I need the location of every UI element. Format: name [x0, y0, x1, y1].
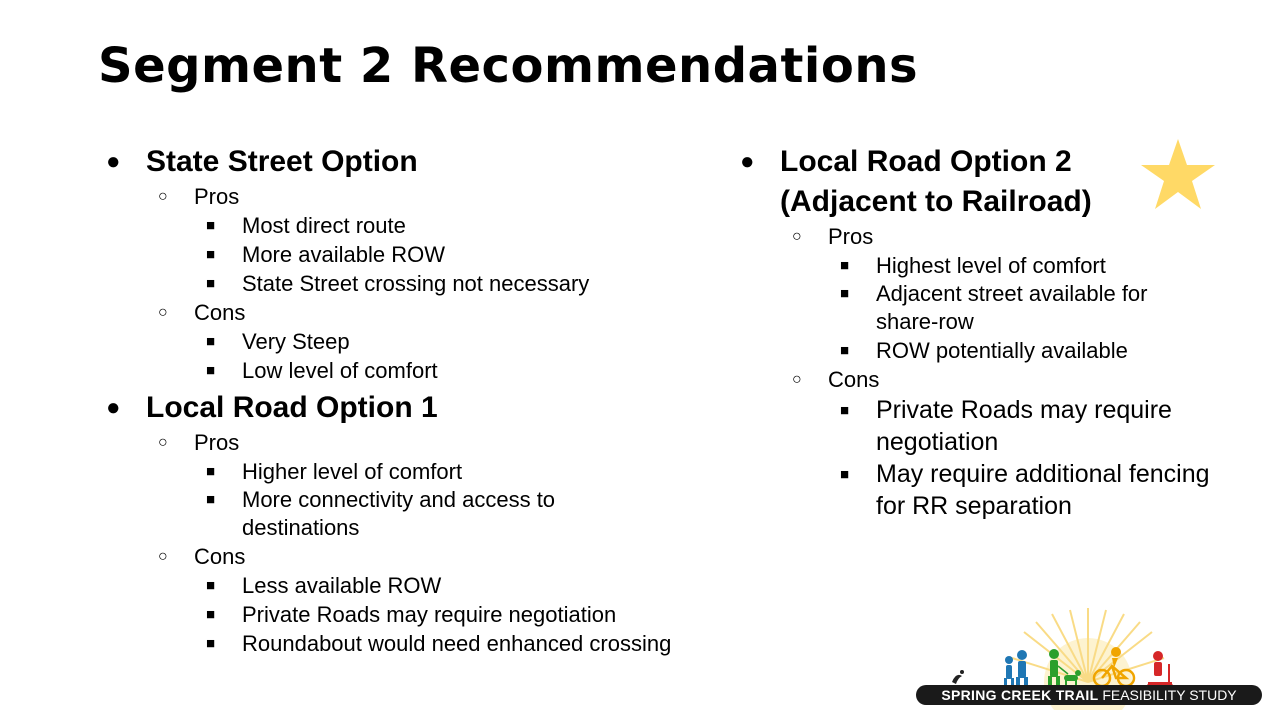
- bullet-square: ■: [840, 257, 850, 274]
- item-text: Most direct route: [242, 213, 406, 238]
- item-text: Low level of comfort: [242, 358, 438, 383]
- label-text: Cons: [828, 367, 880, 392]
- bullet-square: ■: [206, 606, 216, 623]
- bullet-circle: ○: [158, 304, 168, 321]
- star-icon: [1141, 139, 1215, 209]
- item-text: ROW potentially available: [876, 338, 1128, 363]
- bullet-square: ■: [206, 246, 216, 263]
- label-text: Pros: [828, 224, 874, 249]
- bullet-square: ■: [840, 466, 850, 483]
- bullet-square: ■: [206, 333, 216, 350]
- bullet-disc: ●: [106, 394, 121, 421]
- list-item: [740, 280, 1206, 336]
- item-text: More available ROW: [242, 242, 445, 267]
- bullet-square: ■: [840, 402, 850, 419]
- list-item: [740, 336, 1210, 365]
- item-text: More connectivity and access to destinations: [242, 487, 556, 540]
- local-road-option-2-heading: [740, 142, 1210, 222]
- item-text: State Street crossing not necessary: [242, 271, 590, 296]
- list-item: [106, 211, 726, 240]
- state-street-cons-label: [106, 298, 726, 327]
- bullet-square: ■: [206, 275, 216, 292]
- bullet-disc: ●: [106, 148, 121, 175]
- heading-line-2: (Adjacent to Railroad): [780, 185, 1092, 218]
- bullet-square: ■: [206, 577, 216, 594]
- bullet-square: ■: [206, 463, 216, 480]
- list-item: [106, 486, 612, 542]
- logo-name-bold: SPRING CREEK TRAIL: [941, 687, 1099, 703]
- item-text: Private Roads may require negotiation: [876, 396, 1172, 456]
- item-text: Roundabout would need enhanced crossing: [242, 631, 672, 656]
- bullet-disc: ●: [740, 148, 755, 175]
- local-road-2-cons-label: [740, 365, 1210, 394]
- bullet-circle: ○: [792, 371, 802, 388]
- bullet-square: ■: [840, 285, 850, 302]
- logo-title-bar: [916, 685, 1262, 705]
- list-item: [106, 240, 726, 269]
- list-item: [106, 356, 726, 385]
- list-item: [740, 458, 1216, 522]
- list-item: [106, 457, 726, 486]
- state-street-option-heading: [106, 142, 726, 182]
- list-item: [106, 571, 726, 600]
- item-text: Very Steep: [242, 329, 350, 354]
- local-road-1-pros-label: [106, 428, 726, 457]
- list-item: [740, 394, 1216, 458]
- bullet-circle: ○: [158, 188, 168, 205]
- heading-text: State Street Option: [146, 145, 418, 178]
- local-road-option-1-heading: [106, 388, 726, 428]
- bullet-square: ■: [206, 217, 216, 234]
- left-column: [106, 142, 726, 658]
- bullet-circle: ○: [158, 548, 168, 565]
- bullet-square: ■: [206, 362, 216, 379]
- list-item: [106, 327, 726, 356]
- label-text: Cons: [194, 300, 246, 325]
- right-column: [740, 142, 1210, 522]
- label-text: Pros: [194, 184, 240, 209]
- state-street-pros-label: [106, 182, 726, 211]
- item-text: May require additional fencing for RR separation: [876, 460, 1210, 520]
- bullet-circle: ○: [158, 434, 168, 451]
- list-item: [106, 269, 726, 298]
- heading-line-1: Local Road Option 2: [780, 145, 1072, 178]
- item-text: Private Roads may require negotiation: [242, 602, 617, 627]
- item-text: Adjacent street available for share-row: [876, 281, 1148, 334]
- list-item: [106, 629, 726, 658]
- bullet-square: ■: [840, 342, 850, 359]
- bullet-square: ■: [206, 491, 216, 508]
- item-text: Highest level of comfort: [876, 253, 1106, 278]
- item-text: Less available ROW: [242, 573, 442, 598]
- bullet-circle: ○: [792, 228, 802, 245]
- local-road-1-cons-label: [106, 542, 726, 571]
- slide-title: Segment 2 Recommendations: [98, 38, 919, 94]
- logo-name-rest: FEASIBILITY STUDY: [1102, 687, 1237, 703]
- list-item: [106, 600, 726, 629]
- item-text: Higher level of comfort: [242, 459, 463, 484]
- label-text: Pros: [194, 430, 240, 455]
- bullet-square: ■: [206, 635, 216, 652]
- label-text: Cons: [194, 544, 246, 569]
- heading-text: Local Road Option 1: [146, 391, 438, 424]
- list-item: [740, 251, 1210, 280]
- local-road-2-pros-label: [740, 222, 1210, 251]
